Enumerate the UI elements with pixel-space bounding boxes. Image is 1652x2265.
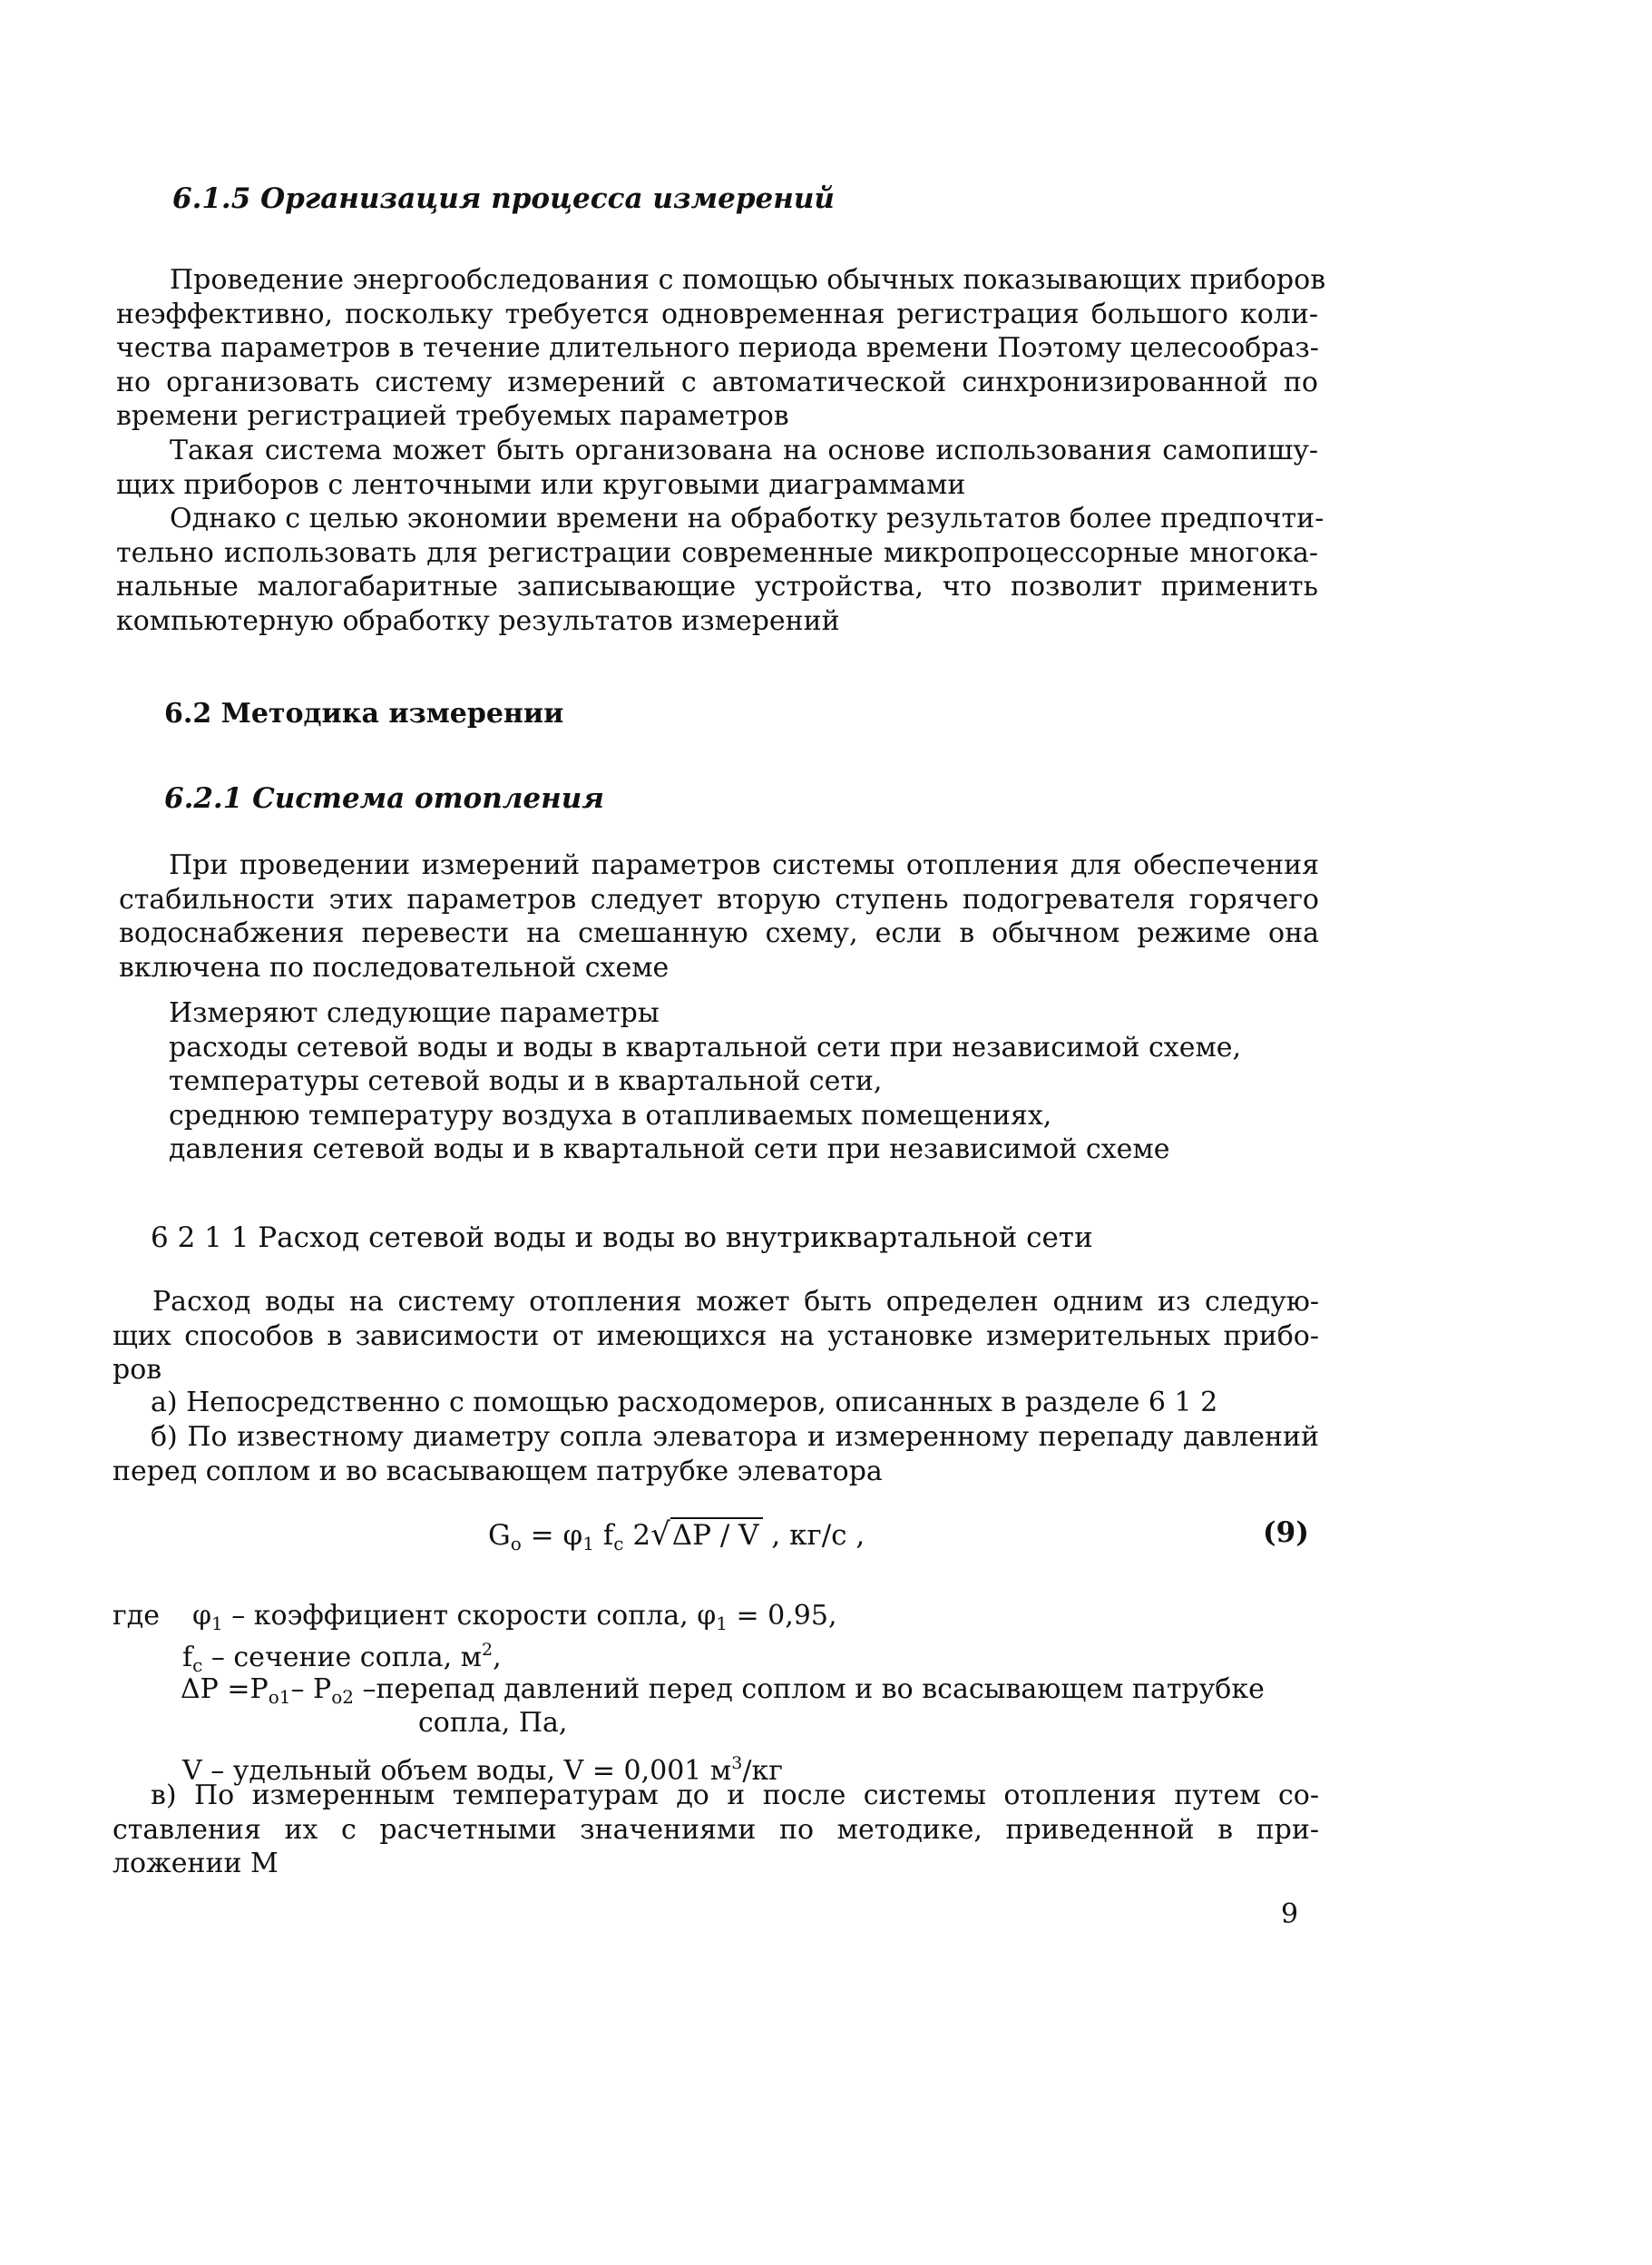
- text-line: При проведении измерений параметров системы отопления для обеспечения: [169, 849, 1319, 881]
- list-item: расходы сетевой воды и воды в квартальной сети при независимой схеме,: [169, 1031, 1242, 1064]
- formula-coef: 2: [623, 1519, 651, 1552]
- phi-symbol: φ: [191, 1600, 211, 1632]
- text-line: компьютерную обработку результатов измерений: [116, 604, 840, 637]
- list-item: среднюю температуру воздуха в отапливаемых помещениях,: [169, 1099, 1052, 1132]
- list-item: давления сетевой воды и в квартальной сети при независимой схеме: [169, 1133, 1170, 1165]
- v-superscript: 3: [731, 1753, 743, 1773]
- phi-description: – коэффициент скорости сопла,: [222, 1600, 698, 1632]
- formula-eq: =: [521, 1519, 563, 1552]
- text-line: Такая система может быть организована на основе использования самопишу-: [170, 435, 1318, 466]
- square-root-icon: √: [650, 1516, 670, 1553]
- paragraph: [119, 848, 1319, 985]
- f-superscript: 2: [482, 1640, 494, 1660]
- dp-subscript-1: o1: [268, 1686, 291, 1708]
- text-line: чества параметров в течение длительного периода времени Поэтому целесообраз-: [116, 332, 1319, 364]
- text-line: водоснабжения перевести на смешанную схему, если в обычном режиме она: [119, 917, 1319, 949]
- text-line: неэффективно, поскольку требуется одновременная регистрация большого коли-: [116, 298, 1318, 330]
- formula-unit: , кг/с ,: [762, 1519, 865, 1552]
- text-line: времени регистрацией требуемых параметров: [116, 400, 789, 432]
- paragraph: [112, 1285, 1319, 1387]
- text-line: ставления их с расчетными значениями по методике, приведенной в при-: [112, 1813, 1319, 1846]
- formula-9: [488, 1516, 865, 1554]
- dp-symbol: ΔP =P: [181, 1673, 269, 1705]
- text-line: перед соплом и во всасывающем патрубке элеватора: [112, 1455, 883, 1487]
- formula-g-sub: o: [510, 1533, 522, 1554]
- section-heading-6-2-1-1: 6 2 1 1 Расход сетевой воды и воды во внутриквартальной сети: [151, 1221, 1093, 1254]
- text-line: но организовать систему измерений с автоматической синхронизированной по: [116, 366, 1318, 398]
- text-line: тельно использовать для регистрации современные микропроцессорные многока-: [116, 536, 1318, 569]
- list-item-b: [112, 1420, 1319, 1488]
- section-heading-6-2: 6.2 Методика измерении: [164, 698, 564, 730]
- phi-symbol: φ: [697, 1600, 717, 1632]
- text-line: ров: [112, 1354, 162, 1386]
- phi-subscript: 1: [716, 1613, 728, 1634]
- text-line: в) По измеренным температурам до и после системы отопления путем со-: [151, 1780, 1319, 1811]
- section-heading-6-2-1: 6.2.1 Система отопления: [164, 782, 604, 815]
- where-line-dp-cont: сопла, Па,: [418, 1707, 568, 1739]
- section-heading-6-1-5: 6.1.5 Организация процесса измерений: [172, 182, 835, 215]
- text-line: щих приборов с ленточными или круговыми диаграммами: [116, 468, 966, 501]
- formula-number: (9): [1263, 1516, 1309, 1549]
- text-line: б) По известному диаметру сопла элеватора и измеренному перепаду давлений: [151, 1421, 1319, 1453]
- formula-f: f: [593, 1519, 614, 1552]
- paragraph: [116, 502, 1325, 638]
- text-line: Расход воды на систему отопления может быть определен одним из следую-: [152, 1286, 1319, 1318]
- f-end: ,: [493, 1642, 502, 1673]
- where-line-dp: [181, 1672, 1265, 1715]
- page-number: 9: [1281, 1898, 1299, 1930]
- parameters-list: [169, 996, 1241, 1167]
- dp-description: –перепад давлений перед соплом и во всасывающем патрубке: [353, 1673, 1265, 1705]
- text-line: нальные малогабаритные записывающие устройства, что позволит применить: [116, 571, 1318, 603]
- formula-phi: φ: [562, 1519, 583, 1552]
- text-line: Однако с целью экономии времени на обработку результатов более предпочти-: [170, 503, 1325, 534]
- list-item: температуры сетевой воды и в квартальной сети,: [169, 1065, 883, 1097]
- phi-subscript: 1: [210, 1613, 223, 1634]
- paragraph: [116, 263, 1326, 434]
- list-intro: Измеряют следующие параметры: [169, 997, 660, 1029]
- formula-g: G: [488, 1519, 511, 1552]
- formula-phi-sub: 1: [582, 1533, 594, 1554]
- list-item-a: а) Непосредственно с помощью расходомеров, описанных в разделе 6 1 2: [151, 1387, 1218, 1418]
- text-line: стабильности этих параметров следует вторую ступень подогревателя горячего: [119, 883, 1319, 916]
- list-item-v: [112, 1779, 1319, 1881]
- dp-subscript-2: o2: [331, 1686, 354, 1708]
- f-symbol: f: [182, 1642, 193, 1673]
- formula-radicand: ΔP / V: [670, 1517, 763, 1552]
- text-line: Проведение энергообследования с помощью обычных показывающих приборов: [170, 264, 1326, 296]
- phi-value: = 0,95,: [727, 1600, 837, 1632]
- f-description: – сечение сопла, м: [202, 1642, 483, 1673]
- paragraph: [116, 434, 1318, 502]
- v-description: V – удельный объем воды, V = 0,001 м: [182, 1755, 732, 1787]
- where-label: где: [112, 1600, 160, 1632]
- f-subscript: c: [192, 1654, 203, 1676]
- text-line: включена по последовательной схеме: [119, 951, 670, 984]
- v-end: /кг: [742, 1755, 783, 1787]
- formula-f-sub: c: [613, 1533, 624, 1554]
- text-line: ложении М: [112, 1848, 279, 1879]
- dp-mid: – P: [290, 1673, 332, 1705]
- text-line: щих способов в зависимости от имеющихся на установке измерительных прибо-: [112, 1319, 1319, 1352]
